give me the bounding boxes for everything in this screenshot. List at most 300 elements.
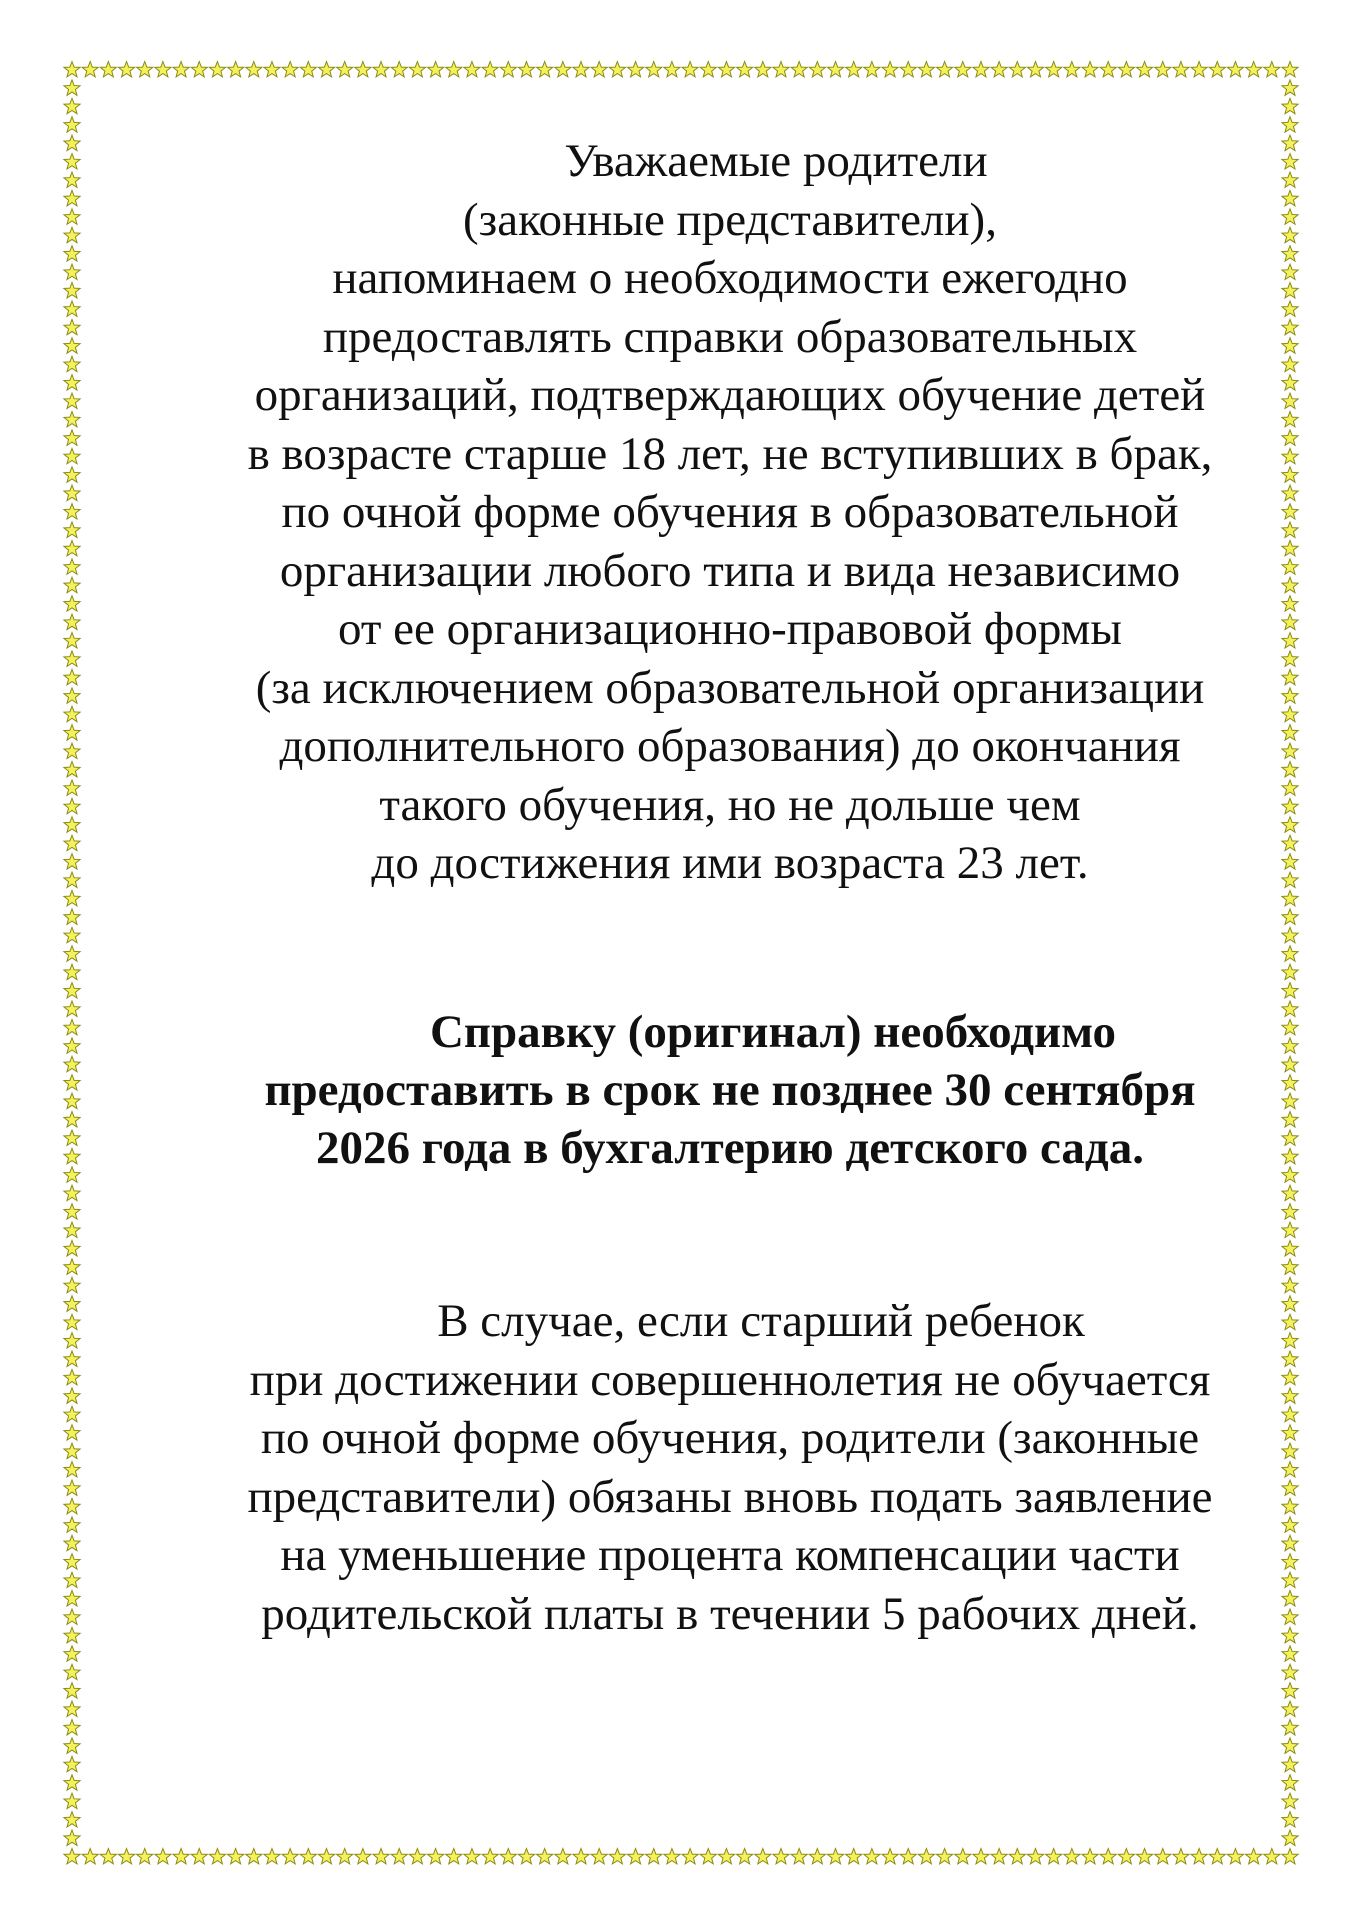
star-icon bbox=[1282, 540, 1298, 555]
star-icon bbox=[1282, 246, 1298, 261]
star-icon bbox=[64, 1425, 80, 1440]
star-icon bbox=[1282, 1591, 1298, 1606]
star-icon bbox=[64, 1462, 80, 1477]
star-icon bbox=[64, 669, 80, 684]
star-icon bbox=[1282, 1517, 1298, 1532]
star-icon bbox=[82, 1849, 98, 1864]
star-icon bbox=[100, 62, 116, 77]
star-icon bbox=[282, 62, 298, 77]
star-icon bbox=[428, 62, 444, 77]
star-icon bbox=[1282, 117, 1298, 132]
star-icon bbox=[318, 1849, 334, 1864]
star-icon bbox=[1282, 1830, 1298, 1845]
star-icon bbox=[64, 964, 80, 979]
star-icon bbox=[64, 1241, 80, 1256]
star-icon bbox=[64, 540, 80, 555]
star-icon bbox=[337, 1849, 353, 1864]
intro-line: (законные представители), bbox=[463, 193, 997, 246]
star-icon bbox=[64, 1443, 80, 1458]
star-icon bbox=[64, 504, 80, 519]
adult-child-line: представители) обязаны вновь подать заявление bbox=[247, 1470, 1213, 1523]
star-icon bbox=[64, 1019, 80, 1034]
star-icon bbox=[1282, 504, 1298, 519]
star-icon bbox=[64, 1333, 80, 1348]
star-icon bbox=[773, 62, 789, 77]
star-icon bbox=[482, 1849, 498, 1864]
star-icon bbox=[373, 62, 389, 77]
star-icon bbox=[482, 62, 498, 77]
star-icon bbox=[846, 1849, 862, 1864]
star-icon bbox=[591, 1849, 607, 1864]
star-icon bbox=[1282, 559, 1298, 574]
star-icon bbox=[1282, 338, 1298, 353]
star-icon bbox=[64, 1222, 80, 1237]
star-icon bbox=[1282, 448, 1298, 463]
star-icon bbox=[1282, 356, 1298, 371]
star-icon bbox=[64, 319, 80, 334]
star-icon bbox=[64, 817, 80, 832]
star-icon bbox=[1009, 1849, 1025, 1864]
star-icon bbox=[409, 1849, 425, 1864]
star-icon bbox=[809, 1849, 825, 1864]
star-icon bbox=[64, 1517, 80, 1532]
star-icon bbox=[1064, 1849, 1080, 1864]
star-icon bbox=[682, 62, 698, 77]
star-icon bbox=[1282, 1720, 1298, 1735]
star-icon bbox=[737, 62, 753, 77]
intro-line: до достижения ими возраста 23 лет. bbox=[371, 837, 1089, 889]
star-icon bbox=[1264, 62, 1280, 77]
star-icon bbox=[1282, 393, 1298, 408]
star-icon bbox=[64, 485, 80, 500]
star-icon bbox=[428, 1849, 444, 1864]
star-icon bbox=[64, 1148, 80, 1163]
star-icon bbox=[1282, 927, 1298, 942]
star-icon bbox=[446, 62, 462, 77]
star-icon bbox=[1282, 1148, 1298, 1163]
star-icon bbox=[1282, 154, 1298, 169]
star-icon bbox=[1100, 62, 1116, 77]
star-icon bbox=[64, 356, 80, 371]
star-icon bbox=[1155, 62, 1171, 77]
intro-line: (за исключением образовательной организации bbox=[255, 661, 1205, 714]
star-icon bbox=[1191, 1849, 1207, 1864]
star-icon bbox=[409, 62, 425, 77]
star-icon bbox=[64, 1314, 80, 1329]
star-icon bbox=[64, 946, 80, 961]
star-icon bbox=[1282, 467, 1298, 482]
star-icon bbox=[1209, 1849, 1225, 1864]
star-icon bbox=[64, 1572, 80, 1587]
star-icon bbox=[1282, 1646, 1298, 1661]
star-icon bbox=[1282, 964, 1298, 979]
star-icon bbox=[937, 62, 953, 77]
star-icon bbox=[64, 798, 80, 813]
star-icon bbox=[64, 393, 80, 408]
star-icon bbox=[64, 1591, 80, 1606]
adult-child-line: при достижении совершеннолетия не обучается bbox=[249, 1353, 1211, 1406]
star-icon bbox=[864, 1849, 880, 1864]
star-icon bbox=[609, 62, 625, 77]
star-icon bbox=[573, 62, 589, 77]
intro-line: организаций, подтверждающих обучение детей bbox=[254, 369, 1206, 421]
star-icon bbox=[918, 62, 934, 77]
star-icon bbox=[446, 1849, 462, 1864]
star-icon bbox=[246, 62, 262, 77]
star-icon bbox=[500, 62, 516, 77]
deadline-paragraph bbox=[180, 1003, 1280, 1177]
star-icon bbox=[1282, 1462, 1298, 1477]
star-icon bbox=[118, 1849, 134, 1864]
star-icon bbox=[1282, 1572, 1298, 1587]
adult-child-line: на уменьшение процента компенсации части bbox=[280, 1529, 1180, 1581]
star-icon bbox=[1227, 1849, 1243, 1864]
star-icon bbox=[955, 1849, 971, 1864]
star-icon bbox=[1282, 283, 1298, 298]
star-icon bbox=[64, 1646, 80, 1661]
star-icon bbox=[1282, 1812, 1298, 1827]
star-icon bbox=[1282, 909, 1298, 924]
star-icon bbox=[1282, 1093, 1298, 1108]
star-icon bbox=[1282, 98, 1298, 113]
star-icon bbox=[1282, 1001, 1298, 1016]
intro-line: по очной форме обучения в образовательной bbox=[281, 486, 1179, 538]
star-icon bbox=[155, 1849, 171, 1864]
deadline-line: Справку (оригинал) необходимо bbox=[429, 1006, 1117, 1058]
star-icon bbox=[1282, 264, 1298, 279]
star-icon bbox=[1282, 1370, 1298, 1385]
star-icon bbox=[64, 412, 80, 427]
star-icon bbox=[773, 1849, 789, 1864]
star-icon bbox=[537, 1849, 553, 1864]
star-icon bbox=[64, 559, 80, 574]
star-icon bbox=[64, 1738, 80, 1753]
star-icon bbox=[1209, 62, 1225, 77]
star-icon bbox=[1246, 62, 1262, 77]
star-icon bbox=[282, 1849, 298, 1864]
star-icon bbox=[791, 1849, 807, 1864]
star-icon bbox=[64, 227, 80, 242]
star-icon bbox=[882, 62, 898, 77]
star-icon bbox=[64, 1498, 80, 1513]
star-icon bbox=[64, 1664, 80, 1679]
star-icon bbox=[64, 725, 80, 740]
adult-child-paragraph bbox=[180, 1292, 1280, 1643]
star-icon bbox=[500, 1849, 516, 1864]
star-icon bbox=[1282, 135, 1298, 150]
star-icon bbox=[391, 1849, 407, 1864]
star-icon bbox=[1282, 872, 1298, 887]
star-icon bbox=[64, 338, 80, 353]
star-icon bbox=[1282, 1333, 1298, 1348]
star-icon bbox=[1282, 485, 1298, 500]
star-icon bbox=[1264, 1849, 1280, 1864]
star-icon bbox=[518, 62, 534, 77]
star-icon bbox=[64, 62, 80, 77]
star-icon bbox=[64, 1001, 80, 1016]
star-icon bbox=[64, 1830, 80, 1845]
star-icon bbox=[318, 62, 334, 77]
star-icon bbox=[1282, 577, 1298, 592]
star-icon bbox=[627, 1849, 643, 1864]
star-icon bbox=[1282, 596, 1298, 611]
star-icon bbox=[64, 375, 80, 390]
star-icon bbox=[1282, 1112, 1298, 1127]
adult-child-line: родительской платы в течении 5 рабочих дней. bbox=[261, 1587, 1199, 1640]
star-icon bbox=[1282, 1296, 1298, 1311]
star-icon bbox=[1282, 80, 1298, 95]
star-icon bbox=[337, 62, 353, 77]
star-icon bbox=[627, 62, 643, 77]
star-icon bbox=[64, 80, 80, 95]
star-icon bbox=[1282, 209, 1298, 224]
star-icon bbox=[264, 1849, 280, 1864]
star-icon bbox=[64, 1701, 80, 1716]
star-icon bbox=[64, 135, 80, 150]
star-icon bbox=[1282, 1167, 1298, 1182]
star-icon bbox=[64, 1056, 80, 1071]
star-icon bbox=[518, 1849, 534, 1864]
star-icon bbox=[64, 835, 80, 850]
star-icon bbox=[882, 1849, 898, 1864]
star-icon bbox=[1082, 62, 1098, 77]
star-icon bbox=[64, 1756, 80, 1771]
star-icon bbox=[246, 1849, 262, 1864]
star-icon bbox=[64, 190, 80, 205]
star-icon bbox=[1282, 1609, 1298, 1624]
star-icon bbox=[64, 264, 80, 279]
star-icon bbox=[64, 1812, 80, 1827]
star-icon bbox=[64, 1277, 80, 1292]
star-icon bbox=[591, 62, 607, 77]
star-icon bbox=[64, 1720, 80, 1735]
star-icon bbox=[64, 1167, 80, 1182]
star-icon bbox=[1282, 983, 1298, 998]
star-icon bbox=[64, 98, 80, 113]
star-icon bbox=[1282, 1425, 1298, 1440]
intro-line: от ее организационно-правовой формы bbox=[338, 603, 1122, 655]
star-icon bbox=[1282, 1480, 1298, 1495]
star-icon bbox=[955, 62, 971, 77]
star-icon bbox=[64, 596, 80, 611]
star-icon bbox=[1282, 817, 1298, 832]
star-icon bbox=[1191, 62, 1207, 77]
star-icon bbox=[1282, 798, 1298, 813]
star-icon bbox=[682, 1849, 698, 1864]
star-icon bbox=[64, 467, 80, 482]
star-icon bbox=[209, 1849, 225, 1864]
star-icon bbox=[82, 62, 98, 77]
star-icon bbox=[1027, 62, 1043, 77]
star-icon bbox=[64, 430, 80, 445]
star-icon bbox=[900, 62, 916, 77]
star-icon bbox=[64, 172, 80, 187]
star-icon bbox=[155, 62, 171, 77]
star-icon bbox=[64, 872, 80, 887]
star-icon bbox=[827, 1849, 843, 1864]
deadline-line: 2026 года в бухгалтерию детского сада. bbox=[316, 1122, 1144, 1174]
star-icon bbox=[1282, 1664, 1298, 1679]
star-icon bbox=[700, 62, 716, 77]
star-icon bbox=[1046, 1849, 1062, 1864]
deadline-line: предоставить в срок не позднее 30 сентября bbox=[264, 1064, 1196, 1116]
star-icon bbox=[64, 743, 80, 758]
star-icon bbox=[228, 1849, 244, 1864]
star-icon bbox=[64, 1351, 80, 1366]
intro-line: предоставлять справки образовательных bbox=[322, 310, 1138, 363]
star-icon bbox=[300, 62, 316, 77]
star-icon bbox=[464, 1849, 480, 1864]
star-icon bbox=[64, 1112, 80, 1127]
star-icon bbox=[664, 62, 680, 77]
star-icon bbox=[1118, 62, 1134, 77]
star-icon bbox=[1282, 301, 1298, 316]
star-icon bbox=[864, 62, 880, 77]
star-icon bbox=[1282, 1535, 1298, 1550]
star-icon bbox=[209, 62, 225, 77]
star-icon bbox=[1282, 227, 1298, 242]
star-icon bbox=[1282, 780, 1298, 795]
star-icon bbox=[1282, 1554, 1298, 1569]
star-icon bbox=[137, 1849, 153, 1864]
star-icon bbox=[1282, 1019, 1298, 1034]
star-icon bbox=[64, 448, 80, 463]
star-icon bbox=[555, 62, 571, 77]
intro-line: напоминаем о необходимости ежегодно bbox=[332, 252, 1128, 304]
star-icon bbox=[300, 1849, 316, 1864]
intro-line: такого обучения, но не дольше чем bbox=[379, 778, 1081, 831]
star-icon bbox=[373, 1849, 389, 1864]
star-icon bbox=[1282, 1738, 1298, 1753]
star-icon bbox=[64, 1204, 80, 1219]
star-icon bbox=[1136, 1849, 1152, 1864]
star-icon bbox=[827, 62, 843, 77]
star-icon bbox=[173, 1849, 189, 1864]
star-icon bbox=[1282, 172, 1298, 187]
star-icon bbox=[118, 62, 134, 77]
star-icon bbox=[1282, 1130, 1298, 1145]
star-icon bbox=[1282, 412, 1298, 427]
star-icon bbox=[664, 1849, 680, 1864]
star-icon bbox=[1282, 614, 1298, 629]
star-icon bbox=[173, 62, 189, 77]
star-icon bbox=[64, 301, 80, 316]
star-icon bbox=[1227, 62, 1243, 77]
star-icon bbox=[64, 891, 80, 906]
star-icon bbox=[64, 1130, 80, 1145]
star-icon bbox=[64, 1388, 80, 1403]
intro-line: дополнительного образования) до окончания bbox=[279, 720, 1181, 772]
star-icon bbox=[1246, 1849, 1262, 1864]
star-icon bbox=[973, 62, 989, 77]
star-icon bbox=[1282, 1683, 1298, 1698]
star-icon bbox=[1282, 1351, 1298, 1366]
star-icon bbox=[1282, 1204, 1298, 1219]
star-icon bbox=[1282, 1388, 1298, 1403]
star-icon bbox=[1282, 1277, 1298, 1292]
star-icon bbox=[646, 62, 662, 77]
star-icon bbox=[64, 209, 80, 224]
star-icon bbox=[64, 983, 80, 998]
star-icon bbox=[1282, 1185, 1298, 1200]
star-icon bbox=[755, 62, 771, 77]
star-icon bbox=[64, 1775, 80, 1790]
star-icon bbox=[264, 62, 280, 77]
star-icon bbox=[900, 1849, 916, 1864]
adult-child-line: В случае, если старший ребенок bbox=[437, 1295, 1085, 1347]
star-icon bbox=[700, 1849, 716, 1864]
star-icon bbox=[1046, 62, 1062, 77]
star-icon bbox=[1282, 1075, 1298, 1090]
star-icon bbox=[1282, 1701, 1298, 1716]
star-icon bbox=[1282, 1443, 1298, 1458]
star-icon bbox=[1282, 946, 1298, 961]
star-icon bbox=[809, 62, 825, 77]
star-icon bbox=[64, 117, 80, 132]
star-icon bbox=[64, 706, 80, 721]
star-icon bbox=[64, 1627, 80, 1642]
star-icon bbox=[391, 62, 407, 77]
star-icon bbox=[1282, 688, 1298, 703]
star-icon bbox=[555, 1849, 571, 1864]
star-icon bbox=[1173, 1849, 1189, 1864]
star-icon bbox=[1282, 854, 1298, 869]
star-icon bbox=[1082, 1849, 1098, 1864]
star-icon bbox=[791, 62, 807, 77]
star-icon bbox=[991, 62, 1007, 77]
star-icon bbox=[755, 1849, 771, 1864]
star-icon bbox=[64, 577, 80, 592]
star-icon bbox=[64, 762, 80, 777]
star-icon bbox=[191, 1849, 207, 1864]
star-icon bbox=[355, 62, 371, 77]
star-icon bbox=[100, 1849, 116, 1864]
star-icon bbox=[973, 1849, 989, 1864]
star-icon bbox=[1282, 651, 1298, 666]
intro-paragraph bbox=[180, 132, 1280, 893]
star-icon bbox=[1282, 1259, 1298, 1274]
star-icon bbox=[646, 1849, 662, 1864]
star-icon bbox=[991, 1849, 1007, 1864]
star-icon bbox=[1155, 1849, 1171, 1864]
intro-line: Уважаемые родители bbox=[564, 135, 988, 187]
star-icon bbox=[1282, 1498, 1298, 1513]
star-icon bbox=[1282, 669, 1298, 684]
star-icon bbox=[1282, 891, 1298, 906]
star-icon bbox=[64, 651, 80, 666]
star-icon bbox=[64, 1075, 80, 1090]
star-icon bbox=[64, 1849, 80, 1864]
star-icon bbox=[918, 1849, 934, 1864]
star-icon bbox=[1282, 762, 1298, 777]
star-icon bbox=[1282, 633, 1298, 648]
star-icon bbox=[64, 246, 80, 261]
star-icon bbox=[1282, 375, 1298, 390]
star-icon bbox=[1282, 1775, 1298, 1790]
star-icon bbox=[937, 1849, 953, 1864]
star-icon bbox=[1136, 62, 1152, 77]
star-icon bbox=[355, 1849, 371, 1864]
star-icon bbox=[846, 62, 862, 77]
intro-line: организации любого типа и вида независимо bbox=[279, 544, 1181, 597]
star-icon bbox=[1282, 1849, 1298, 1864]
star-icon bbox=[64, 1793, 80, 1808]
star-icon bbox=[64, 909, 80, 924]
star-icon bbox=[1282, 430, 1298, 445]
star-icon bbox=[64, 1554, 80, 1569]
star-icon bbox=[64, 1406, 80, 1421]
star-icon bbox=[1282, 1056, 1298, 1071]
